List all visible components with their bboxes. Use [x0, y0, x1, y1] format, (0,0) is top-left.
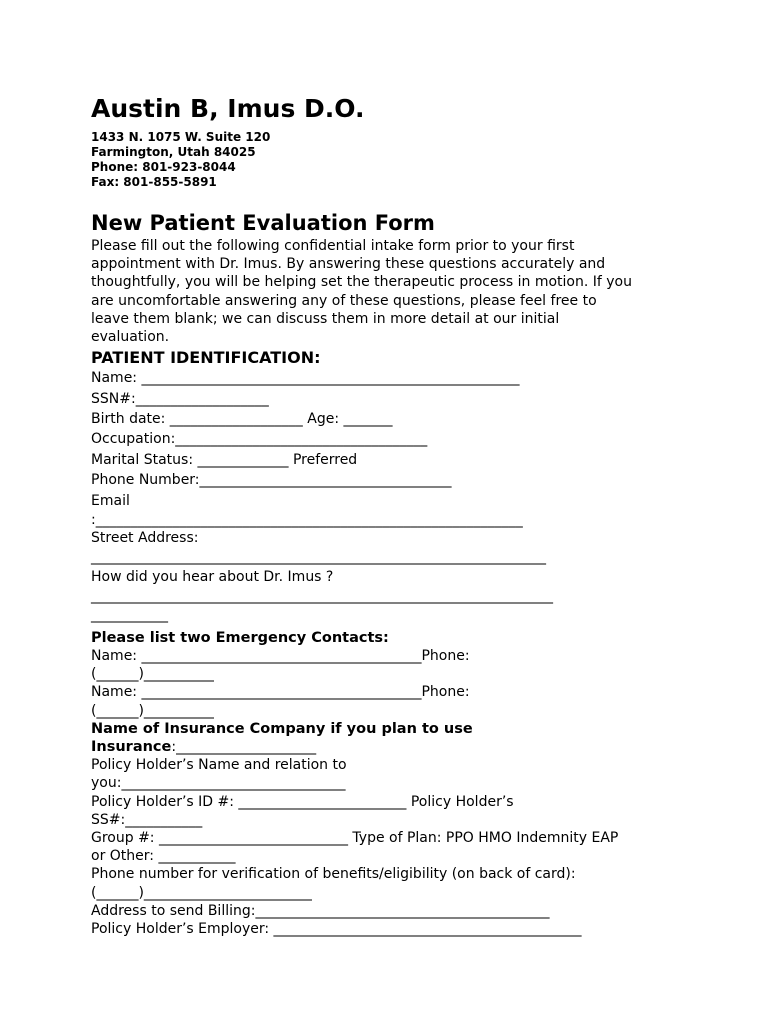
- phone-number: Phone: 801-923-8044: [91, 160, 236, 174]
- insurance-fields: [91, 756, 681, 938]
- email-field[interactable]: :_____________________________________________________________: [91, 512, 523, 529]
- emergency-contacts-heading: Please list two Emergency Contacts:: [91, 629, 389, 646]
- intro-line: Please fill out the following confidential intake form prior to your first: [91, 238, 575, 254]
- address-line-1: 1433 N. 1075 W. Suite 120: [91, 130, 271, 144]
- policy-holder-name-label: Policy Holder’s Name and relation to: [91, 757, 347, 774]
- emergency-contacts-fields: [91, 647, 681, 720]
- address-line-2: Farmington, Utah 84025: [91, 145, 256, 159]
- billing-address-field[interactable]: Address to send Billing:__________________________________________: [91, 902, 550, 919]
- intro-line: evaluation.: [91, 329, 170, 346]
- benefits-phone-label: Phone number for verification of benefits/eligibility (on back of card):: [91, 866, 576, 883]
- emergency-contact-2-field[interactable]: Name: ________________________________________Phone:: [91, 684, 470, 701]
- practitioner-address-block: [91, 130, 681, 190]
- policy-holder-name-field[interactable]: you:________________________________: [91, 775, 346, 792]
- referral-question-label: How did you hear about Dr. Imus ?: [91, 568, 334, 585]
- email-label: Email: [91, 492, 130, 509]
- referral-answer-field-continued[interactable]: ___________: [91, 607, 168, 624]
- intro-line: leave them blank; we can discuss them in more detail at our initial: [91, 310, 560, 327]
- intro-line: thoughtfully, you will be helping set the therapeutic process in motion. If you: [91, 274, 632, 291]
- intro-line: appointment with Dr. Imus. By answering these questions accurately and: [91, 256, 606, 273]
- patient-identification-fields: [91, 368, 681, 624]
- form-title: New Patient Evaluation Form: [91, 211, 435, 235]
- benefits-phone-field[interactable]: (______)________________________: [91, 884, 312, 901]
- emergency-contact-1-field[interactable]: Name: ________________________________________Phone:: [91, 647, 470, 664]
- birth-date-age-field[interactable]: Birth date: ___________________ Age: _______: [91, 411, 393, 428]
- form-page: [91, 93, 681, 938]
- name-field[interactable]: Name: ______________________________________________________: [91, 370, 520, 387]
- practitioner-name: Austin B, Imus D.O.: [91, 94, 365, 123]
- fax-number: Fax: 801-855-5891: [91, 175, 217, 189]
- referral-answer-field[interactable]: __________________________________________________________________: [91, 588, 553, 605]
- policy-holder-ssn-field[interactable]: SS#:___________: [91, 811, 203, 828]
- insurance-company-field[interactable]: [91, 738, 681, 756]
- intro-line: are uncomfortable answering any of these questions, please feel free to: [91, 292, 597, 309]
- marital-status-field[interactable]: Marital Status: _____________ Preferred: [91, 451, 358, 468]
- emergency-contact-1-phone-field[interactable]: (______)__________: [91, 666, 214, 683]
- ssn-field[interactable]: SSN#:___________________: [91, 390, 269, 407]
- phone-number-field[interactable]: Phone Number:____________________________________: [91, 472, 452, 489]
- intro-paragraph: [91, 237, 681, 346]
- street-address-field[interactable]: _________________________________________________________________: [91, 549, 546, 566]
- insurance-heading: Name of Insurance Company if you plan to use: [91, 720, 473, 737]
- insurance-company-blank[interactable]: :____________________: [171, 738, 317, 755]
- emergency-contact-2-phone-field[interactable]: (______)__________: [91, 702, 214, 719]
- street-address-label: Street Address:: [91, 530, 199, 547]
- insurance-heading-continued: Insurance: [91, 738, 172, 755]
- other-plan-field[interactable]: or Other: ___________: [91, 848, 236, 865]
- group-number-plan-type-field[interactable]: Group #: ___________________________ Type of Plan: PPO HMO Indemnity EAP: [91, 829, 619, 846]
- policy-holder-employer-field[interactable]: Policy Holder’s Employer: ____________________________________________: [91, 920, 582, 937]
- patient-identification-heading: PATIENT IDENTIFICATION:: [91, 348, 321, 368]
- policy-holder-id-field[interactable]: Policy Holder’s ID #: ________________________ Policy Holder’s: [91, 793, 514, 810]
- occupation-field[interactable]: Occupation:____________________________________: [91, 431, 428, 448]
